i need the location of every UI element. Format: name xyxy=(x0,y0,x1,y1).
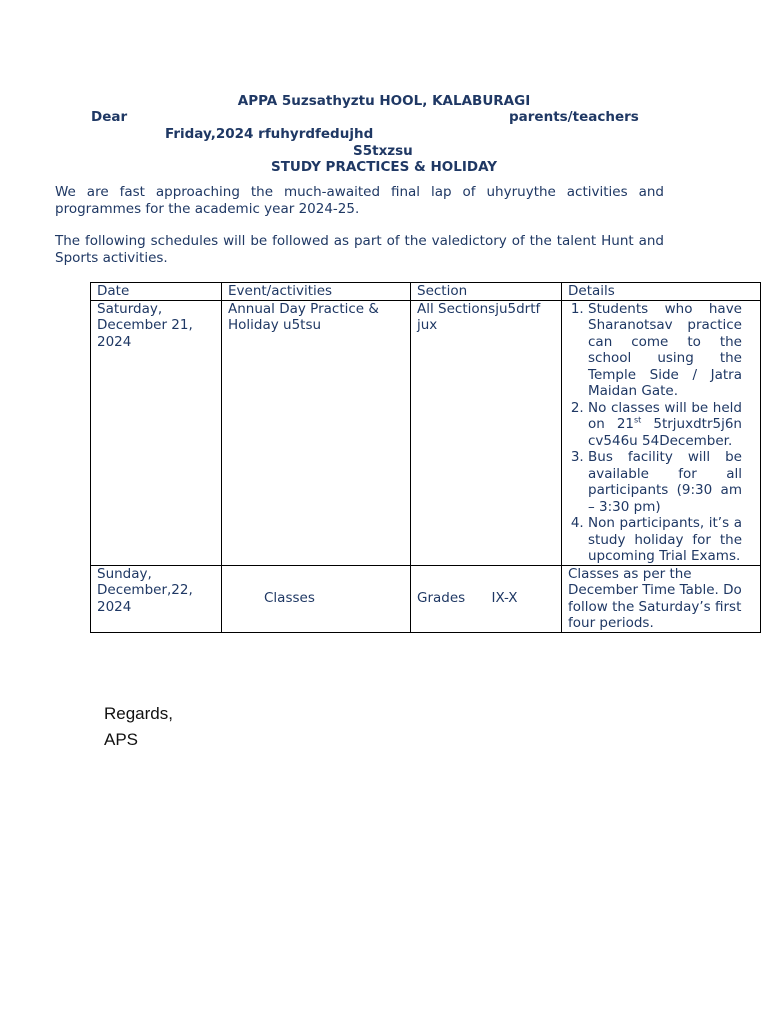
table-row xyxy=(91,565,761,632)
details-2-text: No classes will be held on 21 xyxy=(588,399,742,432)
list-item: 4. Non participants, it’s a study holiday for the upcoming Trial Exams. xyxy=(588,515,742,565)
list-item xyxy=(588,400,742,450)
schedule-table xyxy=(90,282,761,633)
greeting-dear: Dear xyxy=(91,109,128,125)
details-2-superscript: st xyxy=(634,415,642,425)
greeting-recipients: parents/teachers xyxy=(509,109,639,125)
row2-date: Sunday, December,22, 2024 xyxy=(91,565,222,632)
column-header-event: Event/activities xyxy=(222,283,411,301)
row2-event: Classes xyxy=(222,565,411,632)
row2-details: Classes as per the December Time Table. Do follow the Saturday’s first four periods. xyxy=(562,565,761,632)
column-header-section: Section xyxy=(411,283,562,301)
details-list xyxy=(568,301,742,565)
row1-section: All Sectionsju5drtfjux xyxy=(411,300,562,565)
table-header-row xyxy=(91,283,761,301)
column-header-date: Date xyxy=(91,283,222,301)
row1-event: Annual Day Practice & Holiday u5tsu xyxy=(222,300,411,565)
list-item: 1. Students who have Sharanotsav practice can come to the school using the Temple Side / Jatra Maidan Gate. xyxy=(588,301,742,400)
signature: APS xyxy=(104,730,139,749)
reference-code: S5txzsu xyxy=(353,143,413,159)
date-line: Friday,2024 rfuhyrdfedujhd xyxy=(165,126,374,142)
subject-heading: STUDY PRACTICES & HOLIDAY xyxy=(270,159,498,175)
table-row xyxy=(91,300,761,565)
row2-section: Grades IX-X xyxy=(411,565,562,632)
closing-regards: Regards, xyxy=(104,704,173,723)
details-2-rest: 5trjuxdtr5j6n cv546u 54December. xyxy=(588,416,742,449)
row1-date: Saturday, December 21, 2024 xyxy=(91,300,222,565)
list-item: 3. Bus facility will be available for all participants (9:30 am – 3:30 pm) xyxy=(588,449,742,515)
column-header-details: Details xyxy=(562,283,761,301)
schedule-paragraph: The following schedules will be followed as part of the valedictory of the talent Hunt and Sports activities. xyxy=(55,233,664,266)
school-name: APPA 5uzsathyztu HOOL, KALABURAGI xyxy=(237,93,531,109)
row1-details xyxy=(562,300,761,565)
intro-paragraph: We are fast approaching the much-awaited final lap of uhyruythe activities and programmes for the academic year 2024-25. xyxy=(55,184,664,217)
